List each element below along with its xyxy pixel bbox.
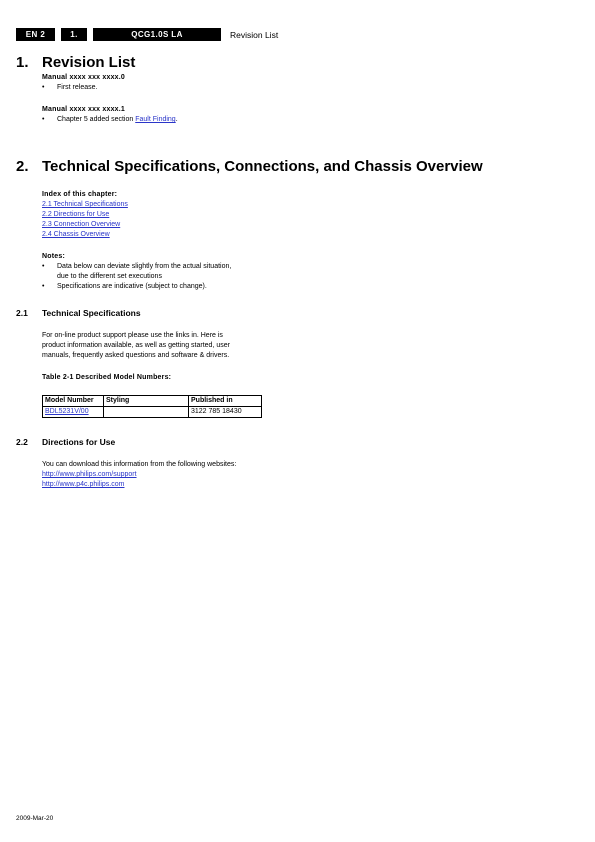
notes (42, 252, 231, 292)
table-header-row (43, 396, 262, 407)
bullet-icon: • (42, 116, 45, 123)
heading-2-2 (16, 437, 115, 447)
philips-support-link[interactable]: http://www.philips.com/support (42, 471, 137, 478)
manual-label: Manual xxxx xxx xxxx.0 (42, 74, 126, 81)
column-header: Model Number (43, 396, 104, 407)
dfu-paragraph: You can download this information from the following websites: http://www.philips.com/support http://www.p4c.philips.com (42, 461, 237, 488)
table-row (43, 407, 262, 418)
chapter-index (42, 190, 128, 240)
heading-number: 2.2 (16, 437, 28, 447)
revision-manual-1 (42, 105, 178, 125)
revision-manual-0 (42, 73, 125, 93)
list-item: • Chapter 5 added section Fault Finding. (42, 116, 178, 123)
column-header: Published in (189, 396, 262, 407)
p4c-philips-link[interactable]: http://www.p4c.philips.com (42, 481, 125, 488)
index-label: Index of this chapter: (42, 191, 118, 198)
manual-label: Manual xxxx xxx xxxx.1 (42, 106, 126, 113)
heading-title: Technical Specifications, Connections, and Chassis Overview (42, 158, 483, 175)
heading-title: Technical Specifications (42, 308, 141, 318)
index-link-connection-overview[interactable]: 2.3 Connection Overview (42, 221, 121, 228)
header-section-title: Revision List (230, 29, 279, 40)
index-link-chassis-overview[interactable]: 2.4 Chassis Overview (42, 231, 110, 238)
index-link-directions-for-use[interactable]: 2.2 Directions for Use (42, 211, 110, 218)
heading-number: 2. (16, 158, 29, 175)
fault-finding-link[interactable]: Fault Finding (135, 116, 176, 123)
list-item: • Data below can deviate slightly from the actual situation, due to the different set executions (42, 263, 232, 280)
bullet-icon: • (42, 84, 45, 91)
heading-number: 2.1 (16, 308, 28, 318)
heading-technical-specifications (16, 158, 483, 175)
page-header (16, 28, 278, 41)
bullet-icon: • (42, 283, 45, 290)
notes-label: Notes: (42, 253, 65, 260)
table-cell (104, 407, 189, 418)
table-cell: 3122 785 18430 (189, 407, 262, 418)
heading-2-1 (16, 308, 141, 318)
heading-revision-list (16, 54, 135, 71)
model-table-wrapper (42, 395, 262, 418)
model-numbers-table (42, 395, 262, 418)
language-badge: EN 2 (16, 28, 55, 41)
list-item: • Specifications are indicative (subject to change). (42, 283, 207, 290)
heading-number: 1. (16, 54, 29, 71)
chapter-badge: 1. (61, 28, 87, 41)
footer-date: 2009-Mar-20 (16, 815, 54, 822)
index-link-technical-specifications[interactable]: 2.1 Technical Specifications (42, 201, 128, 208)
specs-paragraph: For on-line product support please use the links in. Here is product information available, as well as getting started, user manuals, frequently asked questions and software & drivers. (42, 332, 230, 359)
model-badge: QCG1.0S LA (93, 28, 221, 41)
list-item: • First release. (42, 84, 98, 91)
column-header: Styling (104, 396, 189, 407)
table-cell (43, 407, 104, 418)
table-caption: Table 2-1 Described Model Numbers: (42, 374, 172, 381)
heading-title: Revision List (42, 54, 136, 71)
model-number-link[interactable]: BDL5231V/00 (45, 408, 89, 415)
bullet-icon: • (42, 263, 45, 270)
heading-title: Directions for Use (42, 437, 116, 447)
